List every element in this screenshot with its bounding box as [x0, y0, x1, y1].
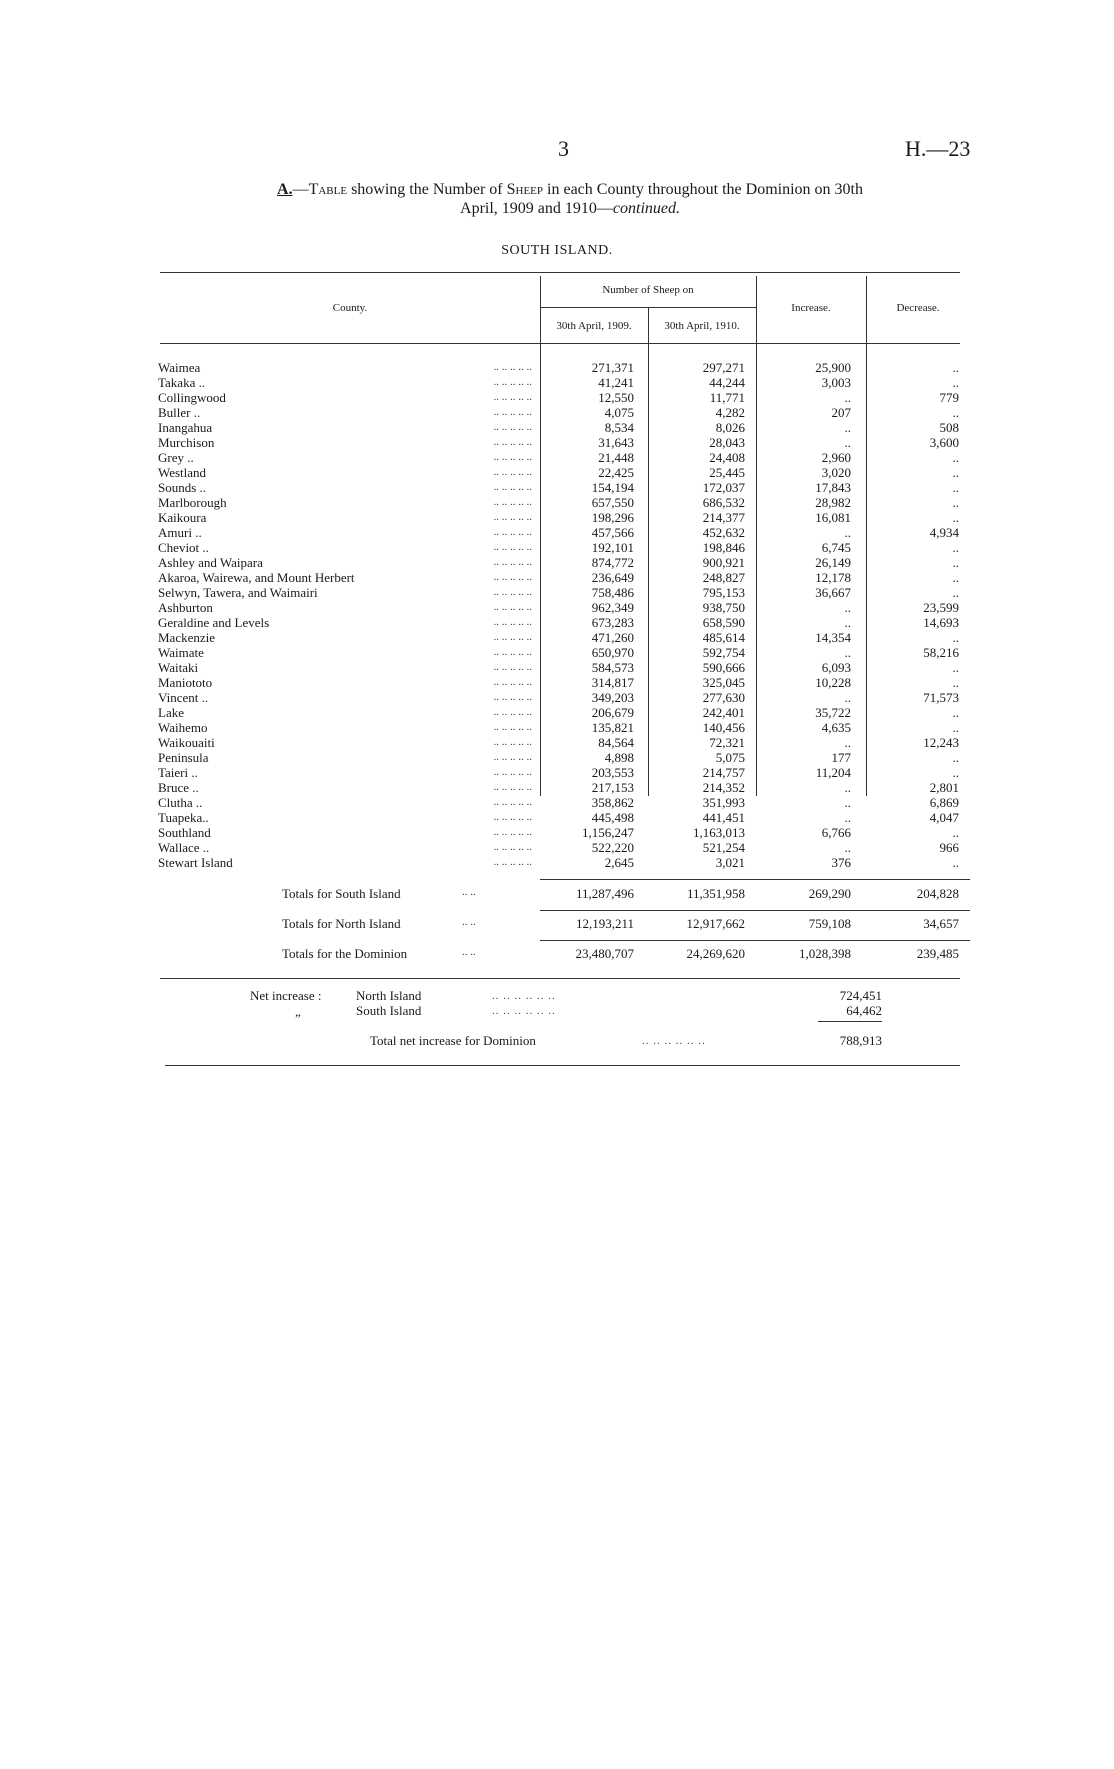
leader-dots: .. .. .. .. .. — [493, 631, 532, 643]
total-1909: 23,480,707 — [575, 946, 634, 961]
county-name: Buller .. — [158, 405, 201, 420]
value-decrease: .. — [952, 450, 959, 465]
value-1909: 4,075 — [604, 405, 634, 420]
value-1909: 31,643 — [598, 435, 634, 450]
leader-dots: .. .. .. .. .. — [493, 451, 532, 463]
value-decrease: .. — [952, 480, 959, 495]
value-1909: 673,283 — [591, 615, 634, 630]
table-row — [0, 825, 1114, 840]
title-caps-sheep: Sheep — [506, 181, 544, 198]
county-name: Akaroa, Wairewa, and Mount Herbert — [158, 570, 355, 585]
county-name: Vincent .. — [158, 690, 209, 705]
leader-dots: .. .. .. .. .. — [493, 481, 532, 493]
leader-dots: .. .. .. .. .. — [493, 781, 532, 793]
value-1909: 584,573 — [591, 660, 634, 675]
county-name: Murchison — [158, 435, 215, 450]
value-increase: 28,982 — [815, 495, 851, 510]
leader-dots: .. .. — [462, 946, 476, 958]
leader-dots: .. .. .. .. .. — [493, 541, 532, 553]
value-increase: 14,354 — [815, 630, 851, 645]
value-1910: 5,075 — [715, 750, 745, 765]
net-total-value: 788,913 — [839, 1033, 882, 1048]
leader-dots: .. .. .. .. .. — [493, 811, 532, 823]
county-name: Southland — [158, 825, 211, 840]
value-decrease: .. — [952, 675, 959, 690]
total-decrease: 204,828 — [916, 886, 959, 901]
value-1910: 521,254 — [702, 840, 745, 855]
county-name: Tuapeka.. — [158, 810, 209, 825]
county-name: Takaka .. — [158, 375, 206, 390]
value-1910: 25,445 — [709, 465, 745, 480]
value-1909: 650,970 — [591, 645, 634, 660]
value-increase: .. — [844, 645, 851, 660]
value-1909: 874,772 — [591, 555, 634, 570]
value-increase: 3,003 — [821, 375, 851, 390]
value-decrease: .. — [952, 855, 959, 870]
table-row — [0, 630, 1114, 645]
leader-dots: .. .. .. .. .. — [493, 406, 532, 418]
totals-label: Totals for South Island — [282, 886, 401, 901]
leader-dots: .. .. .. .. .. — [493, 766, 532, 778]
title-caps-table: Table — [308, 181, 348, 198]
county-name: Waimea — [158, 360, 201, 375]
table-row — [0, 495, 1114, 510]
value-increase: .. — [844, 795, 851, 810]
table-body — [0, 360, 1114, 870]
total-1910: 11,351,958 — [686, 886, 745, 901]
value-increase: .. — [844, 390, 851, 405]
title-text-a: showing the Number of — [347, 181, 507, 198]
value-decrease: 779 — [939, 390, 959, 405]
county-name: Waitaki — [158, 660, 199, 675]
value-1910: 452,632 — [702, 525, 745, 540]
value-decrease: 966 — [939, 840, 959, 855]
value-increase: .. — [844, 435, 851, 450]
header-number-of-sheep: Number of Sheep on — [602, 284, 694, 296]
value-decrease: .. — [952, 750, 959, 765]
value-1909: 758,486 — [591, 585, 634, 600]
value-1909: 271,371 — [591, 360, 634, 375]
value-1910: 325,045 — [702, 675, 745, 690]
value-1909: 314,817 — [591, 675, 634, 690]
table-row — [0, 855, 1114, 870]
table-row — [0, 540, 1114, 555]
value-1909: 8,534 — [604, 420, 634, 435]
leader-dots: .. .. .. .. .. — [493, 571, 532, 583]
county-name: Mackenzie — [158, 630, 216, 645]
leader-dots: .. .. .. .. .. — [493, 496, 532, 508]
county-name: Waimate — [158, 645, 204, 660]
table-row — [0, 525, 1114, 540]
table-row — [0, 405, 1114, 420]
value-1910: 214,377 — [702, 510, 745, 525]
value-1909: 135,821 — [591, 720, 634, 735]
table-row — [0, 795, 1114, 810]
totals-label: Totals for North Island — [282, 916, 401, 931]
net-total-dots: .. .. .. .. .. .. — [642, 1035, 706, 1047]
leader-dots: .. .. .. .. .. — [493, 856, 532, 868]
table-row — [0, 765, 1114, 780]
total-increase: 759,108 — [808, 916, 851, 931]
value-decrease: 4,934 — [929, 525, 959, 540]
table-row — [0, 705, 1114, 720]
value-1909: 84,564 — [598, 735, 634, 750]
table-row — [0, 750, 1114, 765]
value-1910: 28,043 — [709, 435, 745, 450]
value-1910: 242,401 — [702, 705, 745, 720]
value-increase: .. — [844, 690, 851, 705]
value-increase: 6,766 — [821, 825, 851, 840]
net-south-dots: .. .. .. .. .. .. — [492, 1005, 556, 1017]
county-name: Cheviot .. — [158, 540, 209, 555]
value-1910: 248,827 — [702, 570, 745, 585]
net-south-label: South Island — [356, 1003, 422, 1018]
value-1910: 3,021 — [715, 855, 745, 870]
leader-dots: .. .. .. .. .. — [493, 796, 532, 808]
value-1909: 457,566 — [591, 525, 634, 540]
value-1910: 172,037 — [702, 480, 745, 495]
totals-label: Totals for the Dominion — [282, 946, 408, 961]
table-row — [0, 420, 1114, 435]
net-north-value: 724,451 — [839, 988, 882, 1003]
county-name: Collingwood — [158, 390, 226, 405]
county-name: Marlborough — [158, 495, 227, 510]
leader-dots: .. .. .. .. .. — [493, 556, 532, 568]
table-row — [0, 780, 1114, 795]
table-row — [0, 375, 1114, 390]
value-decrease: 71,573 — [923, 690, 959, 705]
net-ditto-mark: „ — [295, 1004, 301, 1019]
title-line2: April, 1909 and 1910— — [460, 200, 613, 217]
value-1910: 658,590 — [702, 615, 745, 630]
county-name: Ashley and Waipara — [158, 555, 263, 570]
value-1909: 1,156,247 — [582, 825, 634, 840]
value-1909: 198,296 — [591, 510, 634, 525]
value-1909: 4,898 — [604, 750, 634, 765]
table-row — [0, 360, 1114, 375]
leader-dots: .. .. .. .. .. — [493, 526, 532, 538]
table-row — [0, 840, 1114, 855]
county-name: Waikouaiti — [158, 735, 215, 750]
table-row — [0, 720, 1114, 735]
value-1909: 22,425 — [598, 465, 634, 480]
value-1909: 522,220 — [591, 840, 634, 855]
value-1910: 277,630 — [702, 690, 745, 705]
leader-dots: .. .. .. .. .. — [493, 601, 532, 613]
header-top-rule — [160, 272, 960, 273]
value-1910: 441,451 — [702, 810, 745, 825]
total-1910: 24,269,620 — [686, 946, 745, 961]
value-1910: 4,282 — [715, 405, 745, 420]
table-title — [160, 180, 980, 218]
county-name: Ashburton — [158, 600, 213, 615]
value-decrease: 58,216 — [923, 645, 959, 660]
value-increase: .. — [844, 525, 851, 540]
value-1909: 962,349 — [591, 600, 634, 615]
table-row — [0, 585, 1114, 600]
leader-dots: .. .. .. .. .. — [493, 361, 532, 373]
value-increase: 4,635 — [821, 720, 851, 735]
value-increase: .. — [844, 780, 851, 795]
leader-dots: .. .. .. .. .. — [493, 841, 532, 853]
value-1910: 214,757 — [702, 765, 745, 780]
total-increase: 269,290 — [808, 886, 851, 901]
value-1909: 349,203 — [591, 690, 634, 705]
table-row — [0, 465, 1114, 480]
header-1910: 30th April, 1910. — [664, 320, 740, 332]
value-increase: 11,204 — [815, 765, 851, 780]
value-decrease: .. — [952, 720, 959, 735]
value-1909: 217,153 — [591, 780, 634, 795]
leader-dots: .. .. .. .. .. — [493, 661, 532, 673]
table-bottom-rule — [160, 978, 960, 979]
leader-dots: .. .. .. .. .. — [493, 826, 532, 838]
value-1910: 11,771 — [709, 390, 745, 405]
value-1910: 297,271 — [702, 360, 745, 375]
value-1910: 198,846 — [702, 540, 745, 555]
table-row — [0, 480, 1114, 495]
value-decrease: .. — [952, 660, 959, 675]
value-1910: 1,163,013 — [693, 825, 745, 840]
header-increase: Increase. — [791, 302, 831, 314]
table-row — [0, 510, 1114, 525]
value-increase: .. — [844, 420, 851, 435]
county-name: Lake — [158, 705, 184, 720]
value-decrease: .. — [952, 510, 959, 525]
table-row — [0, 660, 1114, 675]
leader-dots: .. .. .. .. .. — [493, 391, 532, 403]
table-row — [0, 690, 1114, 705]
value-1910: 592,754 — [702, 645, 745, 660]
value-1910: 8,026 — [715, 420, 745, 435]
leader-dots: .. .. — [462, 916, 476, 928]
value-decrease: .. — [952, 495, 959, 510]
leader-dots: .. .. .. .. .. — [493, 421, 532, 433]
value-1910: 72,321 — [709, 735, 745, 750]
value-decrease: .. — [952, 375, 959, 390]
county-name: Maniototo — [158, 675, 213, 690]
value-1909: 12,550 — [598, 390, 634, 405]
net-total-label: Total net increase for Dominion — [370, 1033, 536, 1048]
totals-row — [0, 946, 1114, 966]
value-increase: 376 — [831, 855, 851, 870]
total-decrease: 239,485 — [916, 946, 959, 961]
value-1909: 471,260 — [591, 630, 634, 645]
title-text-b: in each County throughout the Dominion on 30th — [543, 181, 863, 198]
header-1909: 30th April, 1909. — [556, 320, 632, 332]
value-increase: .. — [844, 615, 851, 630]
value-increase: 35,722 — [815, 705, 851, 720]
page-number: 3 — [558, 136, 569, 161]
county-name: Amuri .. — [158, 525, 202, 540]
value-1909: 236,649 — [591, 570, 634, 585]
net-sum-rule — [818, 1021, 882, 1022]
table-row — [0, 810, 1114, 825]
county-name: Selwyn, Tawera, and Waimairi — [158, 585, 318, 600]
net-north-dots: .. .. .. .. .. .. — [492, 990, 556, 1002]
value-decrease: 3,600 — [929, 435, 959, 450]
value-increase: 177 — [831, 750, 851, 765]
value-1910: 795,153 — [702, 585, 745, 600]
value-1909: 358,862 — [591, 795, 634, 810]
value-1909: 657,550 — [591, 495, 634, 510]
table-row — [0, 555, 1114, 570]
total-decrease: 34,657 — [923, 916, 959, 931]
county-name: Kaikoura — [158, 510, 207, 525]
value-increase: 26,149 — [815, 555, 851, 570]
value-1909: 154,194 — [591, 480, 634, 495]
table-row — [0, 435, 1114, 450]
value-1909: 192,101 — [591, 540, 634, 555]
leader-dots: .. .. .. .. .. — [493, 691, 532, 703]
value-increase: 12,178 — [815, 570, 851, 585]
value-increase: 207 — [831, 405, 851, 420]
value-1910: 351,993 — [702, 795, 745, 810]
table-row — [0, 645, 1114, 660]
value-1910: 140,456 — [702, 720, 745, 735]
total-1909: 12,193,211 — [575, 916, 634, 931]
total-1910: 12,917,662 — [686, 916, 745, 931]
value-decrease: .. — [952, 705, 959, 720]
value-decrease: .. — [952, 540, 959, 555]
value-increase: 17,843 — [815, 480, 851, 495]
value-decrease: .. — [952, 405, 959, 420]
title-prefix: A. — [277, 181, 293, 198]
value-increase: 10,228 — [815, 675, 851, 690]
leader-dots: .. .. .. .. .. — [493, 586, 532, 598]
table-row — [0, 735, 1114, 750]
leader-dots: .. .. .. .. .. — [493, 706, 532, 718]
net-north-label: North Island — [356, 988, 422, 1003]
value-1909: 203,553 — [591, 765, 634, 780]
county-name: Clutha .. — [158, 795, 203, 810]
value-increase: .. — [844, 735, 851, 750]
leader-dots: .. .. .. .. .. — [493, 736, 532, 748]
county-name: Bruce .. — [158, 780, 199, 795]
table-row — [0, 675, 1114, 690]
totals-divider — [540, 910, 970, 911]
title-dash: — — [292, 181, 309, 198]
value-decrease: .. — [952, 555, 959, 570]
document-reference: H.—23 — [905, 136, 971, 161]
leader-dots: .. .. .. .. .. — [493, 376, 532, 388]
value-1910: 44,244 — [709, 375, 745, 390]
value-1910: 24,408 — [709, 450, 745, 465]
county-name: Geraldine and Levels — [158, 615, 270, 630]
value-increase: 36,667 — [815, 585, 851, 600]
leader-dots: .. .. .. .. .. — [493, 646, 532, 658]
value-increase: 6,745 — [821, 540, 851, 555]
county-name: Inangahua — [158, 420, 213, 435]
table-row — [0, 615, 1114, 630]
value-increase: 25,900 — [815, 360, 851, 375]
value-decrease: .. — [952, 570, 959, 585]
value-1909: 21,448 — [598, 450, 634, 465]
value-1910: 590,666 — [702, 660, 745, 675]
header-decrease: Decrease. — [896, 302, 940, 314]
leader-dots: .. .. .. .. .. — [493, 616, 532, 628]
value-decrease: 23,599 — [923, 600, 959, 615]
county-name: Grey .. — [158, 450, 194, 465]
value-increase: 2,960 — [821, 450, 851, 465]
table-row — [0, 390, 1114, 405]
value-increase: 3,020 — [821, 465, 851, 480]
county-name: Waihemo — [158, 720, 208, 735]
value-decrease: .. — [952, 465, 959, 480]
value-1909: 445,498 — [591, 810, 634, 825]
header-bottom-rule — [160, 343, 960, 344]
leader-dots: .. .. .. .. .. — [493, 676, 532, 688]
totals-top-rule — [540, 879, 970, 880]
value-increase: 16,081 — [815, 510, 851, 525]
value-increase: 6,093 — [821, 660, 851, 675]
value-1909: 206,679 — [591, 705, 634, 720]
page-bottom-rule — [165, 1065, 960, 1066]
totals-row — [0, 886, 1114, 906]
value-1909: 2,645 — [604, 855, 634, 870]
value-increase: .. — [844, 810, 851, 825]
value-increase: .. — [844, 600, 851, 615]
totals-divider — [540, 940, 970, 941]
total-1909: 11,287,496 — [575, 886, 634, 901]
value-decrease: 14,693 — [923, 615, 959, 630]
value-decrease: .. — [952, 630, 959, 645]
value-1910: 686,532 — [702, 495, 745, 510]
leader-dots: .. .. .. .. .. — [493, 436, 532, 448]
table-row — [0, 450, 1114, 465]
value-increase: .. — [844, 840, 851, 855]
leader-dots: .. .. — [462, 886, 476, 898]
net-south-value: 64,462 — [846, 1003, 882, 1018]
county-name: Westland — [158, 465, 207, 480]
leader-dots: .. .. .. .. .. — [493, 511, 532, 523]
total-increase: 1,028,398 — [799, 946, 851, 961]
header-county: County. — [332, 302, 368, 314]
value-decrease: .. — [952, 585, 959, 600]
county-name: Peninsula — [158, 750, 209, 765]
value-decrease: 6,869 — [929, 795, 959, 810]
value-1909: 41,241 — [598, 375, 634, 390]
value-decrease: 508 — [939, 420, 959, 435]
table-row — [0, 570, 1114, 585]
value-decrease: .. — [952, 360, 959, 375]
value-decrease: 4,047 — [929, 810, 959, 825]
county-name: Taieri .. — [158, 765, 198, 780]
totals-row — [0, 916, 1114, 936]
section-title: SOUTH ISLAND. — [501, 243, 613, 258]
table-row — [0, 600, 1114, 615]
value-1910: 485,614 — [702, 630, 745, 645]
leader-dots: .. .. .. .. .. — [493, 721, 532, 733]
leader-dots: .. .. .. .. .. — [493, 751, 532, 763]
value-1910: 900,921 — [702, 555, 745, 570]
value-1910: 214,352 — [702, 780, 745, 795]
value-decrease: 2,801 — [929, 780, 959, 795]
county-name: Wallace .. — [158, 840, 210, 855]
county-name: Sounds .. — [158, 480, 207, 495]
leader-dots: .. .. .. .. .. — [493, 466, 532, 478]
value-decrease: .. — [952, 825, 959, 840]
value-1910: 938,750 — [702, 600, 745, 615]
value-decrease: .. — [952, 765, 959, 780]
county-name: Stewart Island — [158, 855, 233, 870]
value-decrease: 12,243 — [923, 735, 959, 750]
title-continued: continued. — [612, 200, 680, 217]
net-increase-label: Net increase : — [250, 988, 322, 1003]
